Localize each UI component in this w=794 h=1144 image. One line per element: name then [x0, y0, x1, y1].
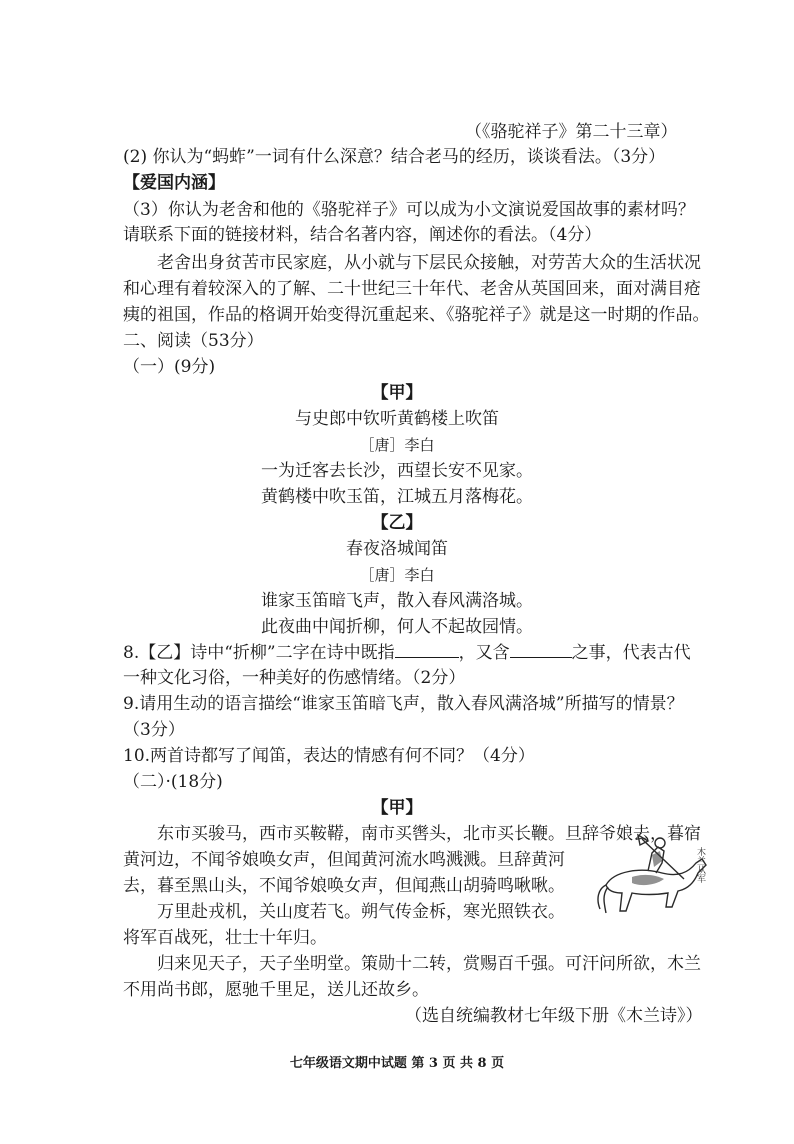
poem-a-line: 黄鹤楼中吹玉笛，江城五月落梅花。: [261, 487, 533, 507]
poem-a-author: ［唐］李白: [359, 436, 435, 454]
poem-a-tag: 【甲】: [371, 383, 423, 403]
mulan-line: 黄河边，不闻爷娘唤女声，但闻黄河流水鸣溅溅。旦辞黄河: [123, 850, 565, 870]
part-2-subsection-1: （一）(9分): [123, 357, 216, 377]
mulan-line: 东市买骏马，西市买鞍鞯，南市买辔头，北市买长鞭。旦辞爷娘去，暮宿: [157, 824, 701, 844]
question-3-line-1: （3）你认为老舍和他的《骆驼祥子》可以成为小文演说爱国故事的素材吗？: [123, 200, 695, 220]
question-8-part-1: 8.【乙】诗中“折柳”二字在诗中既指: [123, 643, 395, 663]
answer-blank[interactable]: [395, 641, 459, 658]
question-3-line-2: 请联系下面的链接材料，结合名著内容，阐述你的看法。（4分）: [123, 225, 602, 245]
question-10: 10.两首诗都写了闻笛，表达的情感有何不同？（4分）: [123, 746, 535, 766]
mulan-line: 归来见天子，天子坐明堂。策勋十二转，赏赐百千强。可汗问所欲，木兰: [157, 954, 701, 974]
question-2: (2) 你认为“蚂蚱”一词有什么深意？结合老马的经历，谈谈看法。（3分）: [123, 147, 666, 167]
mulan-illustration: [592, 833, 712, 921]
question-8-part-2: ，又含: [458, 643, 510, 663]
material-line: 老舍出身贫苦市民家庭，从小就与下层民众接触，对劳苦大众的生活状况: [157, 253, 701, 273]
question-8-line-2: 一种文化习俗，一种美好的伤感情绪。（2分）: [123, 668, 466, 688]
poem-b-line: 谁家玉笛暗飞声，散入春风满洛城。: [261, 591, 533, 611]
question-8-part-3: 之事，代表古代: [571, 643, 691, 663]
question-9-line-1: 9.请用生动的语言描绘“谁家玉笛暗飞声，散入春风满洛城”所描写的情景？: [123, 694, 684, 714]
mulan-tag: 【甲】: [371, 798, 423, 818]
mulan-line: 将军百战死，壮士十年归。: [123, 928, 327, 948]
page-footer: 七年级语文期中试题 第 3 页 共 8 页: [289, 1056, 505, 1071]
poem-a-line: 一为迁客去长沙，西望长安不见家。: [261, 461, 533, 481]
mulan-line: 去，暮至黑山头，不闻爷娘唤女声，但闻燕山胡骑鸣啾啾。: [123, 876, 565, 896]
illustration-caption: 木兰从军: [695, 847, 705, 883]
mulan-line: 不用尚书郎，愿驰千里足，送儿还故乡。: [123, 980, 429, 1000]
part-2-title: 二、阅读（53分）: [123, 331, 264, 351]
mulan-line: 万里赴戎机，关山度若飞。朔气传金柝，寒光照铁衣。: [157, 902, 565, 922]
part-2-subsection-2: （二）·(18分): [123, 772, 223, 792]
question-9-line-2: （3分）: [123, 720, 185, 740]
poem-b-author: ［唐］李白: [359, 566, 435, 584]
section-heading-patriotism: 【爱国内涵】: [123, 173, 225, 193]
question-8: [123, 641, 691, 665]
poem-b-title: 春夜洛城闻笛: [346, 539, 448, 559]
source-reference: （《骆驼祥子》第二十三章）: [465, 122, 678, 142]
poem-a-title: 与史郎中钦听黄鹤楼上吹笛: [295, 409, 499, 429]
poem-b-line: 此夜曲中闻折柳，何人不起故园情。: [261, 617, 533, 637]
poem-b-tag: 【乙】: [371, 513, 423, 533]
mulan-source: （选自统编教材七年级下册《木兰诗》）: [405, 1006, 703, 1026]
material-line: 痍的祖国，作品的格调开始变得沉重起来、《骆驼祥子》就是这一时期的作品。: [123, 305, 710, 325]
material-line: 和心理有着较深入的了解、二十世纪三十年代、老舍从英国回来，面对满目疮: [123, 279, 701, 299]
answer-blank[interactable]: [510, 641, 572, 658]
